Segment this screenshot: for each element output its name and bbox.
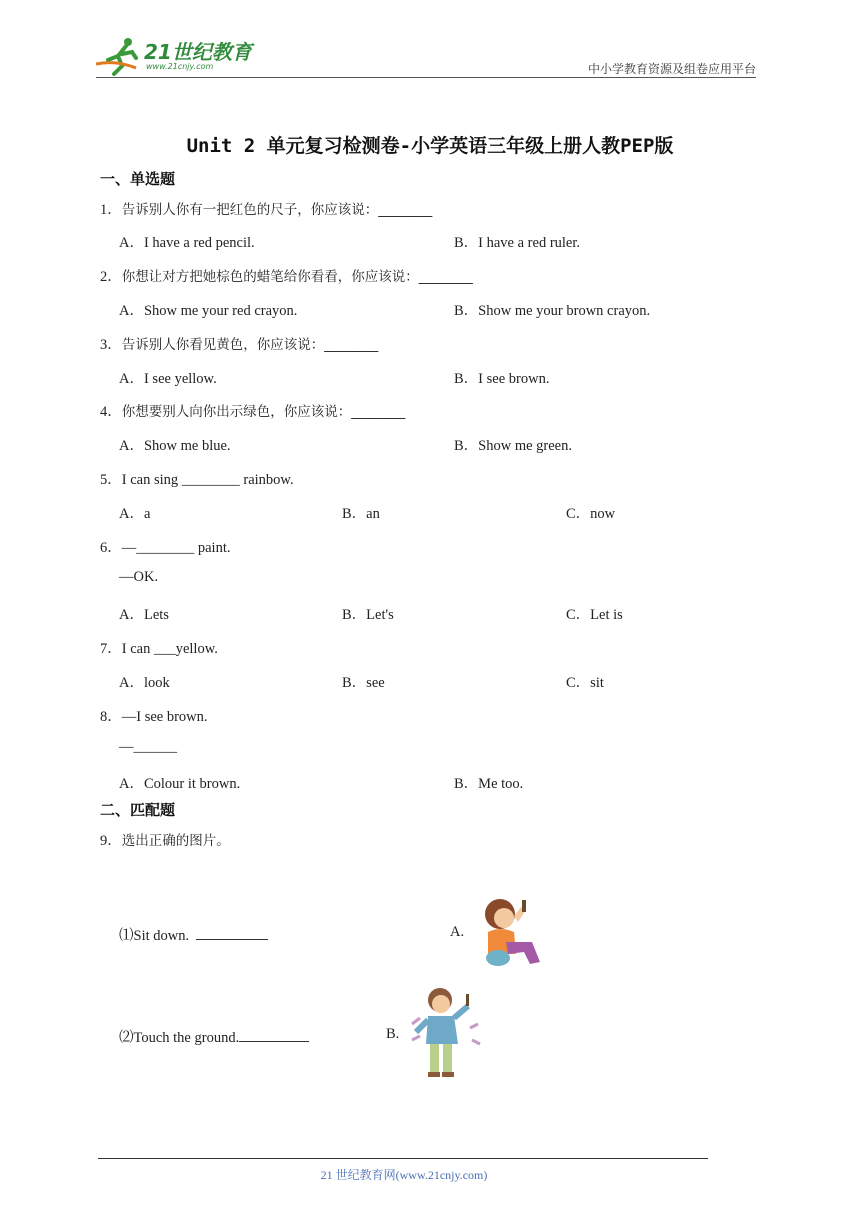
logo-text: 21世纪教育 [144,40,252,64]
q7-option-c[interactable]: C．sit [566,675,604,691]
q6-option-b[interactable]: B．Let's [342,607,394,623]
match-option-a-label: A. [450,924,465,940]
footer-divider [98,1158,708,1159]
question-3: 3．告诉别人你看见黄色，你应该说：________ [100,337,379,353]
question-6-response: —OK. [119,569,159,585]
question-2: 2．你想让对方把她棕色的蜡笔给你看看，你应该说：________ [100,269,473,285]
question-5: 5．I can sing ________ rainbow. [100,472,294,488]
match-item-1-blank[interactable] [196,938,268,940]
section-heading-matching: 二、匹配题 [100,801,176,819]
child-standing-picture[interactable] [408,984,482,1080]
header-divider [96,77,756,78]
q4-option-a[interactable]: A．Show me blue. [119,438,231,454]
question-9: 9．选出正确的图片。 [100,833,230,849]
match-item-1: ⑴Sit down. [119,924,268,945]
question-7: 7．I can ___yellow. [100,641,218,657]
match-item-2-blank[interactable] [239,1040,309,1042]
question-1: 1．告诉别人你有一把红色的尺子，你应该说：________ [100,202,433,218]
q6-option-a[interactable]: A．Lets [119,607,169,623]
q2-option-b[interactable]: B．Show me your brown crayon. [454,303,651,319]
q2-option-a[interactable]: A．Show me your red crayon. [119,303,298,319]
page-title: Unit 2 单元复习检测卷-小学英语三年级上册人教PEP版 [186,135,674,157]
match-item-2: ⑵Touch the ground. [119,1026,309,1047]
footer-text[interactable]: 21 世纪教育网(www.21cnjy.com) [320,1168,488,1182]
q3-option-a[interactable]: A．I see yellow. [119,371,217,387]
q4-option-b[interactable]: B．Show me green. [454,438,572,454]
match-option-b-label: B. [386,1026,400,1042]
q1-option-b[interactable]: B．I have a red ruler. [454,235,581,251]
q7-option-a[interactable]: A．look [119,675,170,691]
q5-option-a[interactable]: A．a [119,506,151,522]
q8-option-a[interactable]: A．Colour it brown. [119,776,241,792]
logo-url: www.21cnjy.com [146,62,214,71]
q5-option-c[interactable]: C．now [566,506,616,522]
site-logo [96,34,266,78]
child-sitting-picture[interactable] [470,892,554,970]
q5-option-b[interactable]: B．an [342,506,380,522]
q3-option-b[interactable]: B．I see brown. [454,371,550,387]
q7-option-b[interactable]: B．see [342,675,385,691]
question-6: 6．—________ paint. [100,540,231,556]
section-heading-single-choice: 一、单选题 [100,170,176,188]
platform-tagline: 中小学教育资源及组卷应用平台 [587,62,756,76]
q8-option-b[interactable]: B．Me too. [454,776,524,792]
q6-option-c[interactable]: C．Let is [566,607,623,623]
running-man-icon [96,38,136,74]
q1-option-a[interactable]: A．I have a red pencil. [119,235,255,251]
question-8-response: —______ [119,739,177,755]
question-8: 8．—I see brown. [100,709,208,725]
question-4: 4．你想要别人向你出示绿色，你应该说：________ [100,404,406,420]
